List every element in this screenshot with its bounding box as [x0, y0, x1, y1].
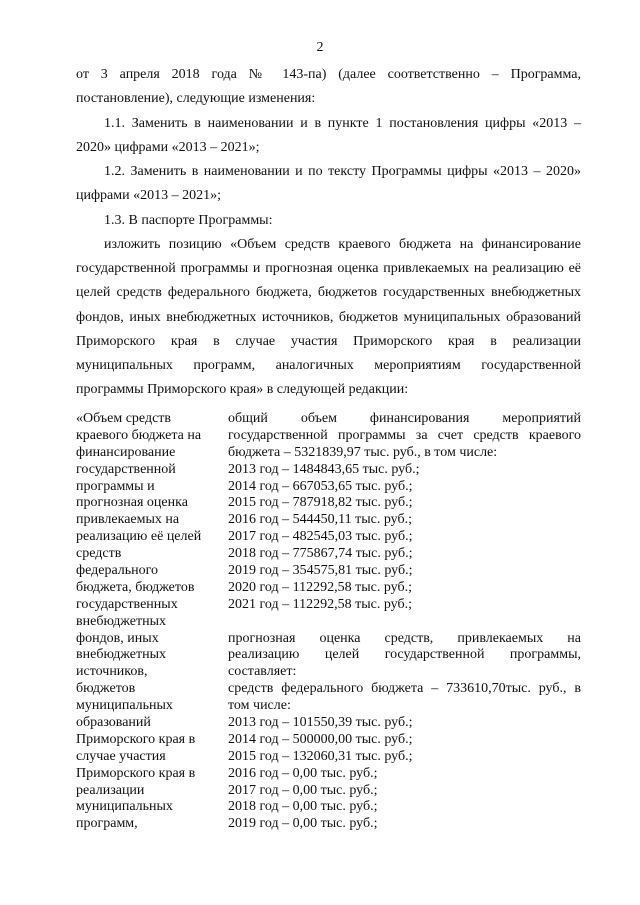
- table-left-cell-line: реализации: [76, 782, 145, 798]
- table-right-cell-line: 2013 год – 1484843,65 тыс. руб.;: [228, 461, 420, 477]
- table-row: [76, 681, 581, 698]
- table-left-cell-line: внебюджетных: [76, 647, 167, 663]
- table-row: [76, 462, 581, 479]
- table-row: [76, 664, 581, 681]
- table-right-cell-line: 2019 год – 0,00 тыс. руб.;: [228, 816, 378, 832]
- table-left-cell-line: краевого бюджета на: [76, 427, 202, 443]
- paragraph-item-1-2: 1.2. Заменить в наименовании и по тексту Программы цифры «2013 – 2020» цифрами «2013 – 2021»;: [76, 164, 581, 204]
- table-left-cell-line: фондов, иных: [76, 630, 159, 646]
- table-row: [76, 495, 581, 512]
- table-right-cell-line: реализацию целей государственной программы,: [228, 647, 581, 663]
- table-right-cell-line: 2018 год – 0,00 тыс. руб.;: [228, 799, 378, 815]
- table-row: [76, 647, 581, 664]
- table-right-cell-line: 2013 год – 101550,39 тыс. руб.;: [228, 715, 413, 731]
- table-row: [76, 428, 581, 445]
- table-right-cell-line: государственной программы за счет средств краевого: [228, 427, 581, 443]
- table-row: [76, 799, 581, 816]
- passport-table: [76, 411, 581, 833]
- table-row: [76, 563, 581, 580]
- table-right-cell-line: составляет:: [228, 664, 297, 680]
- paragraph-position-text: изложить позицию «Объем средств краевого бюджета на финансирование государственной программы и прогнозная оценка привлекаемых на реализацию её целей средств федерального бюджета, бюджетов государственных внебюджетных фондов, иных внебюджетных источников, бюджетов муниципальных образований Приморского края в случае участия Приморского края в реализации муниципальных программ, аналогичных мероприятиям государственной программы Приморского края» в следующей редакции:: [76, 237, 581, 398]
- table-right-cell-line: том числе:: [228, 698, 291, 714]
- table-row: [76, 783, 581, 800]
- table-right-cell-line: 2014 год – 667053,65 тыс. руб.;: [228, 478, 413, 494]
- table-row: [76, 715, 581, 732]
- table-left-cell-line: государственных: [76, 596, 178, 612]
- paragraph-intro: от 3 апреля 2018 года № 143-па) (далее соответственно – Программа, постановление), следующие изменения:: [76, 67, 581, 107]
- table-row: [76, 597, 581, 614]
- table-row: [76, 749, 581, 766]
- table-left-cell-line: привлекаемых на: [76, 512, 180, 528]
- table-right-cell-line: 2016 год – 0,00 тыс. руб.;: [228, 765, 378, 781]
- table-left-cell-line: образований: [76, 715, 151, 731]
- table-right-cell-line: 2016 год – 544450,11 тыс. руб.;: [228, 512, 412, 528]
- table-row: [76, 529, 581, 546]
- table-right-cell-line: 2017 год – 0,00 тыс. руб.;: [228, 782, 378, 798]
- table-right-cell-line: бюджета – 5321839,97 тыс. руб., в том числе:: [228, 444, 498, 460]
- paragraph-item-1-1: 1.1. Заменить в наименовании и в пункте 1 постановления цифры «2013 – 2020» цифрами «2013 – 2021»;: [76, 116, 581, 156]
- table-left-cell-line: бюджетов: [76, 681, 136, 697]
- table-row: [76, 698, 581, 715]
- table-left-cell-line: случае участия: [76, 748, 166, 764]
- table-row: [76, 411, 581, 428]
- table-left-cell-line: средств: [76, 546, 122, 562]
- table-left-cell-line: прогнозная оценка: [76, 495, 188, 511]
- table-left-cell-line: программы и: [76, 478, 155, 494]
- table-row: [76, 512, 581, 529]
- table-row: [76, 445, 581, 462]
- table-right-cell-line: 2018 год – 775867,74 тыс. руб.;: [228, 546, 413, 562]
- table-left-cell-line: финансирование: [76, 444, 176, 460]
- paragraph-item-1-3: 1.3. В паспорте Программы:: [104, 213, 273, 228]
- table-left-cell-line: муниципальных: [76, 698, 173, 714]
- table-left-cell-line: программ,: [76, 816, 138, 832]
- table-row: [76, 732, 581, 749]
- table-row: [76, 766, 581, 783]
- table-left-cell-line: федерального: [76, 563, 159, 579]
- table-left-cell-line: бюджета, бюджетов: [76, 579, 195, 595]
- table-row: [76, 816, 581, 833]
- table-left-cell-line: муниципальных: [76, 799, 173, 815]
- table-right-cell-line: 2015 год – 787918,82 тыс. руб.;: [228, 495, 413, 511]
- table-row: [76, 580, 581, 597]
- table-left-cell-line: реализацию её целей: [76, 529, 202, 545]
- table-left-cell-line: Приморского края в: [76, 731, 196, 747]
- table-right-cell-line: 2020 год – 112292,58 тыс. руб.;: [228, 579, 412, 595]
- table-row: [76, 614, 581, 631]
- table-left-cell-line: Приморского края в: [76, 765, 196, 781]
- table-right-cell-line: средств федерального бюджета – 733610,70тыс. руб., в: [228, 681, 581, 697]
- table-right-cell-line: 2017 год – 482545,03 тыс. руб.;: [228, 529, 413, 545]
- table-left-cell-line: внебюджетных: [76, 613, 167, 629]
- table-right-cell-line: прогнозная оценка средств, привлекаемых на: [228, 630, 581, 646]
- table-left-cell-line: государственной: [76, 461, 176, 477]
- table-right-cell-line: общий объем финансирования мероприятий: [228, 411, 581, 426]
- table-row: [76, 631, 581, 648]
- table-right-cell-line: [228, 614, 581, 631]
- page-number: 2: [316, 40, 324, 55]
- table-left-cell-line: источников,: [76, 664, 148, 680]
- table-row: [76, 546, 581, 563]
- table-right-cell-line: 2019 год – 354575,81 тыс. руб.;: [228, 563, 413, 579]
- table-right-cell-line: 2014 год – 500000,00 тыс. руб.;: [228, 731, 413, 747]
- table-right-cell-line: 2015 год – 132060,31 тыс. руб.;: [228, 748, 413, 764]
- table-left-cell-line: «Объем средств: [76, 411, 172, 426]
- table-row: [76, 479, 581, 496]
- table-right-cell-line: 2021 год – 112292,58 тыс. руб.;: [228, 596, 412, 612]
